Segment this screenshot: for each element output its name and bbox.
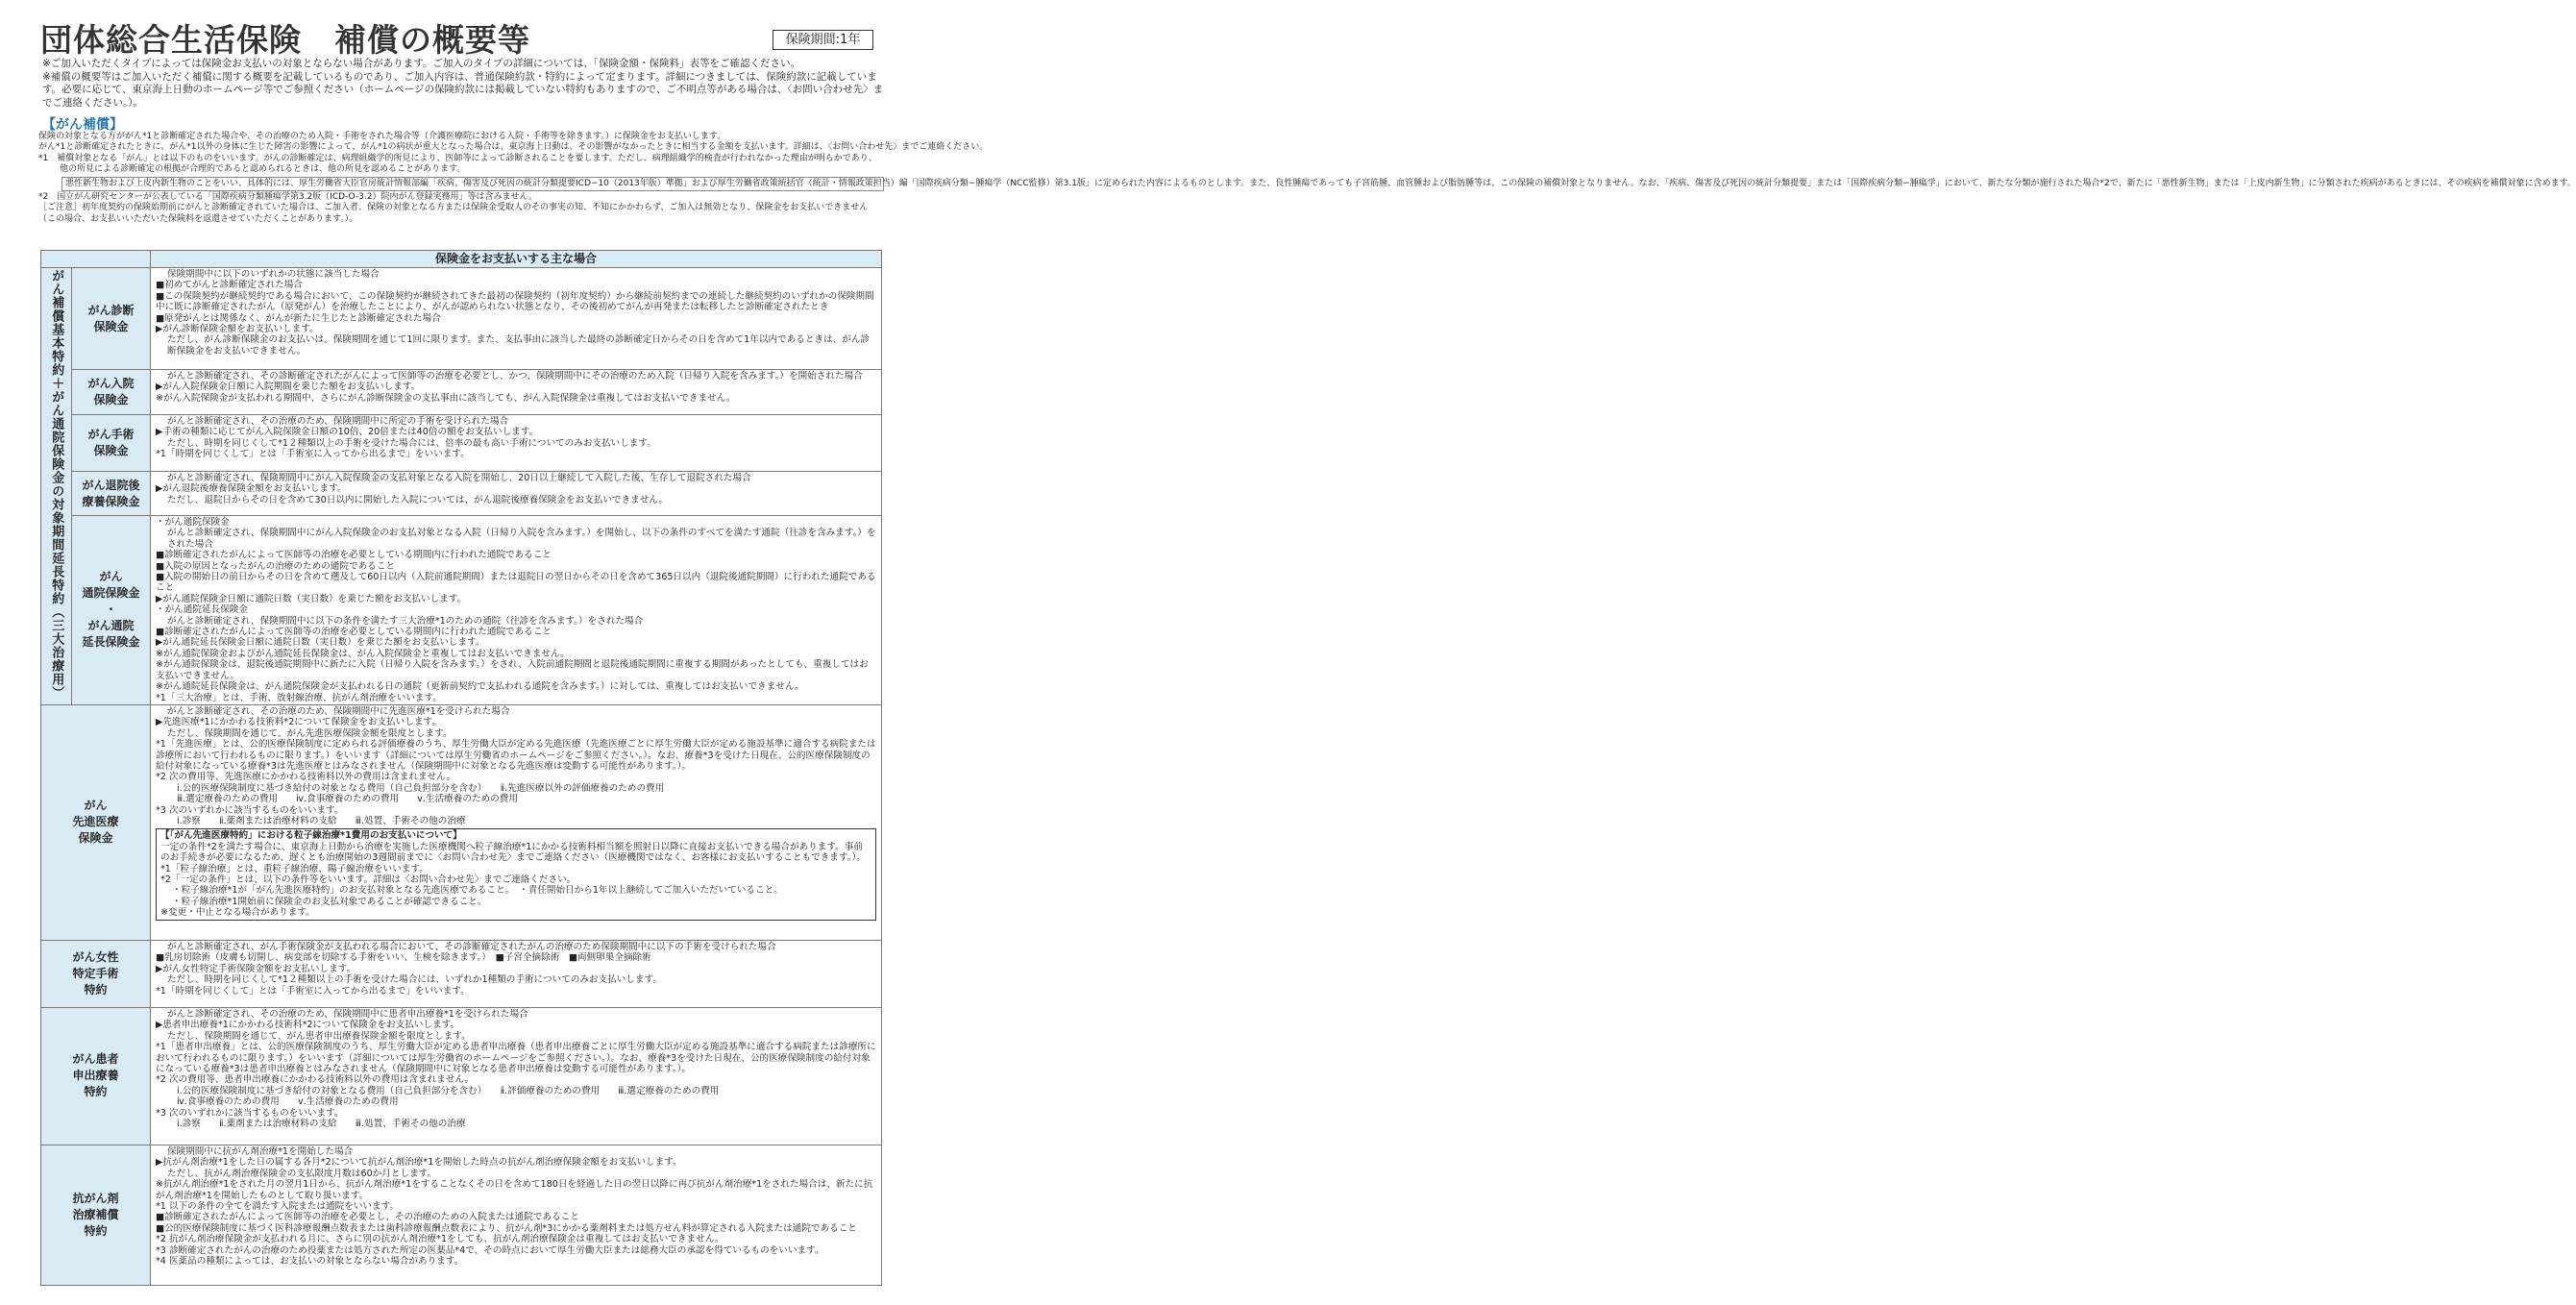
header-blank bbox=[41, 251, 151, 268]
row-name-line: がん退院後 bbox=[82, 478, 140, 492]
content-line: ⅰ.診察 ⅱ.薬剤または治療材料の支給 ⅲ.処置、手術その他の治療 bbox=[177, 1118, 466, 1129]
content-line: ▶先進医療*1にかかわる技術料*2について保険金をお支払いします。 bbox=[156, 717, 441, 728]
table-row bbox=[41, 415, 882, 472]
section-heading: 【がん補償】 bbox=[42, 117, 123, 133]
content-line: ▶手術の種類に応じてがん入院保険金日額の10倍、20倍または40倍の額をお支払いします。 bbox=[156, 427, 539, 438]
row-content bbox=[151, 1145, 882, 1285]
row-content bbox=[151, 704, 882, 940]
row-content bbox=[151, 415, 882, 472]
table-row bbox=[41, 268, 882, 370]
row-content bbox=[151, 940, 882, 1007]
content-line: ※がん通院保険金およびがん通院延長保険金は、がん入院保険金と重複してはお支払いできません。 bbox=[156, 648, 570, 659]
note-line: 保険の対象となる方ががん*1と診断確定された場合や、その治療のため入院・手術をされた場合等（介護医療院における入院・手術等を除きます。）に保険金をお支払いします。 bbox=[38, 132, 726, 141]
content-line: ■診断確定されたがんによって医師等の治療を必要としている期間内に行われた通院であること bbox=[156, 627, 552, 638]
insurance-period-badge: 保険期間:1年 bbox=[773, 30, 873, 50]
content-line: ただし、退院日からその日を含めて30日以内に開始した入院については、がん退院後療養保険金をお支払いできません。 bbox=[167, 494, 669, 505]
row-name-line: 保険金 bbox=[93, 319, 129, 333]
row-name bbox=[72, 415, 151, 472]
content-line: ⅳ.食事療養のための費用 ⅴ.生活療養のための費用 bbox=[177, 1096, 399, 1108]
content-line: ▶抗がん剤治療*1をした日の属する各月*2について抗がん剤治療*1を開始した時点の抗がん剤治療保険金額をお支払いします。 bbox=[156, 1157, 682, 1169]
content-line: ただし、時期を同じくして*1２種類以上の手術を受けた場合には、倍率の最も高い手術についてのみお支払いします。 bbox=[167, 437, 656, 449]
row-name bbox=[41, 1145, 151, 1285]
intro-note: ※補償の概要等はご加入いただく補償に関する概要を記載しているものであり、ご加入内容は、普通保険約款・特約によって定まります。詳細につきましては、保険約款に記載しています。必要に応じて、東京海上日動のホームページ等でご参照ください（ホームページの保険約款には掲載していない特約もありますので、ご不明点等がある場合は、〈お問い合わせ先〉までご連絡ください。）。 bbox=[42, 70, 884, 109]
row-name-line: 抗がん剤 bbox=[72, 1191, 119, 1205]
row-name-line: がん bbox=[99, 570, 123, 584]
content-line: ■原発がんとは関係なく、がんが新たに生じたと診断確定された場合 bbox=[156, 312, 441, 324]
row-name-line: ・ bbox=[105, 603, 117, 617]
row-name-line: 通院保険金 bbox=[82, 586, 140, 601]
row-name-line: がん患者 bbox=[72, 1052, 119, 1067]
row-name-line: がん bbox=[84, 799, 108, 813]
box-line: ・粒子線治療*1開始前に保険金のお支払対象であることが確認できること。 bbox=[172, 896, 487, 907]
content-line: ■入院の開始日の前日からその日を含めて遡及して60日以内（入院前通院期間）または退院日の翌日からその日を含めて365日以内（退院後通院期間）に行われた通院であること bbox=[156, 572, 876, 594]
row-name-line: がん通院 bbox=[87, 619, 135, 633]
row-name bbox=[41, 1007, 151, 1145]
content-line: ただし、保険期間を通じて、がん患者申出療養保険金額を限度とします。 bbox=[167, 1030, 471, 1042]
content-line: ■乳房切除術（皮膚も切開し、病変部を切除する手術をいい、生検を除きます。） ■子宮全摘除術 ■両側卵巣全摘除術 bbox=[156, 952, 651, 964]
content-line: ▶がん女性特定手術保険金額をお支払いします。 bbox=[156, 963, 356, 974]
row-content bbox=[151, 516, 882, 705]
benefit-table bbox=[40, 250, 882, 1286]
content-line: *3 次のいずれかに該当するものをいいます。 bbox=[156, 804, 344, 816]
content-line: ※がん通院延長保険金は、がん通院保険金が支払われる日の通院（更新前契約で支払われる通院を含みます。）に対しては、重複してはお支払いできません。 bbox=[156, 681, 804, 693]
content-line: *4 医薬品の種類によっては、お支払いの対象とならない場合があります。 bbox=[156, 1255, 464, 1267]
content-line: ⅲ.選定療養のための費用 ⅳ.食事療養のための費用 ⅴ.生活療養のための費用 bbox=[177, 794, 518, 805]
content-line: ■診断確定されたがんによって医師等の治療を必要とし、その治療のための入院または通院であること bbox=[156, 1212, 579, 1223]
box-line: ※変更・中止となる場合があります。 bbox=[160, 907, 315, 919]
row-name-line: 特約 bbox=[84, 1085, 108, 1099]
intro-note: ※ご加入いただくタイプによっては保険金お支払いの対象とならない場合があります。ご加入のタイプの詳細については、「保険金額・保険料」表等をご確認ください。 bbox=[42, 58, 800, 69]
content-line: 保険期間中に抗がん剤治療*1を開始した場合 bbox=[167, 1145, 354, 1157]
content-line: ⅰ.公的医療保険制度に基づき給付の対象となる費用（自己負担部分を含む） ⅱ.先進医療以外の評価療養のための費用 bbox=[177, 782, 665, 794]
particle-therapy-box bbox=[156, 828, 876, 920]
box-line: ・粒子線治療*1が「がん先進医療特約」のお支払対象となる先進医療であること。 ・責任開始日から1年以上継続してご加入いただいていること。 bbox=[172, 885, 783, 897]
content-line: ・がん通院延長保険金 bbox=[156, 604, 248, 616]
content-line: *1「時期を同じくして」とは「手術室に入ってから出るまで」をいいます。 bbox=[156, 985, 470, 997]
content-line: ※がん入院保険金が支払われる期間中、さらにがん診断保険金の支払事由に該当しても、がん入院保険金は重複してはお支払いできません。 bbox=[156, 392, 736, 404]
table-row bbox=[41, 1007, 882, 1145]
content-line: ■この保険契約が継続契約である場合において、この保険契約が継続されてきた最初の保険契約（初年度契約）から継続前契約までの連続した継続契約のいずれかの保険期間中に既に診断確定されたがん（原発がん）を治療したことにより、がんが認められない状態となり、その後初めてがんが再発または転移したと診断確定されたとき bbox=[156, 290, 874, 313]
content-line: がんと診断確定され、保険期間中に以下の条件を満たす三大治療*1のための通院（往診を含みます。）をされた場合 bbox=[167, 615, 644, 627]
content-line: ■初めてがんと診断確定された場合 bbox=[156, 280, 303, 291]
row-content bbox=[151, 472, 882, 516]
row-name-line: がん手術 bbox=[87, 428, 135, 441]
note-line: がん*1と診断確定されたときに、がん*1以外の身体に生じた障害の影響によって、がん*1の病状が重大となった場合は、東京海上日動は、その影響がなかったときに相当する金額を支払います。詳細は、〈お問い合わせ先〉までご連絡ください。 bbox=[38, 142, 989, 153]
row-name bbox=[72, 370, 151, 415]
content-line: ▶がん入院保険金日額に入院期間を乗じた額をお支払いします。 bbox=[156, 382, 421, 393]
content-line: がんと診断確定され、がん手術保険金が支払われる場合において、その診断確定されたがんの治療のため保険期間中に以下の手術を受けられた場合 bbox=[167, 941, 776, 952]
cancer-definition-box bbox=[61, 177, 2576, 191]
content-line: がんと診断確定され、その治療のため、保険期間中に患者申出療養*1を受けられた場合 bbox=[167, 1008, 528, 1020]
row-content bbox=[151, 370, 882, 415]
content-line: ただし、抗がん剤治療保険金の支払限度月数は60か月とします。 bbox=[167, 1168, 437, 1179]
content-line: ▶がん通院延長保険金日額に通院日数（実日数）を乗じた額をお支払いします。 bbox=[156, 637, 485, 649]
definition-text: 悪性新生物および上皮内新生物のことをいい、具体的には、厚生労働省大臣官房統計情報部編「疾病、傷害及び死因の統計分類提要ICD−10（2013年版）準拠」および厚生労働省政策統括官（統計・情報政策担当）編「国際疾病分類−腫瘍学（NCC監修）第3.1版」に定められた内容によるものとします。また、良性腫瘍であっても子宮筋腫、血管腫および脂肪腫等は、この保険の補償対象となりません。なお、「疾病、傷害及び死因の統計分類提要」または「国際疾病分類−腫瘍学」において、新たな分類が施行された場合*2で、新たに「悪性新生物」または「上皮内新生物」に分類された疾病があるときには、その疾病を補償対象に含めます。 bbox=[65, 178, 2576, 188]
row-name-line: 特定手術 bbox=[72, 966, 119, 980]
row-name bbox=[72, 268, 151, 370]
row-content bbox=[151, 1007, 882, 1145]
row-name bbox=[72, 516, 151, 705]
content-line: ▶患者申出療養*1にかかわる技術料*2について保険金をお支払いします。 bbox=[156, 1020, 460, 1031]
table-header: 保険金をお支払いする主な場合 bbox=[151, 251, 882, 268]
intro-notes bbox=[42, 58, 884, 110]
table-row bbox=[41, 516, 882, 705]
content-line: ⅰ.公的医療保険制度に基づき給付の対象となる費用（自己負担部分を含む） ⅱ.評価療養のための費用 ⅲ.選定療養のための費用 bbox=[177, 1085, 720, 1096]
content-line: *1「患者申出療養」とは、公的医療保険制度のうち、厚生労働大臣が定める患者申出療養（患者申出療養ごとに厚生労働大臣が定める施設基準に適合する病院または診療所において行われるものに限ります。）をいいます（詳細については厚生労働省のホームページをご参照ください。）。なお、療養*3を受けた日現在、公的医療保険制度の給付対象になっている療養*3は患者申出療養とはみなされません（保険期間中に対象となる患者申出療養は変動する可能性があります。）。 bbox=[156, 1042, 876, 1074]
box-line: 一定の条件*2を満たす場合に、東京海上日動から治療を実施した医療機関へ粒子線治療*1にかかる技術料相当額を照射日以降に直接お支払いできる場合があります。事前のお手続きが必要になるため、遅くとも治療開始の3週間前までに〈お問い合わせ先〉までご連絡ください（医療機関ではなく、お客様にお支払いすることもできます。）。 bbox=[160, 841, 866, 864]
content-line: *1「先進医療」とは、公的医療保険制度に定められる評価療養のうち、厚生労働大臣が定める先進医療（先進医療ごとに厚生労働大臣が定める施設基準に適合する病院または診療所において行われるものに限ります。）をいいます（詳細については厚生労働省のホームページをご参照ください。）。なお、療養*3を受けた日現在、公的医療保険制度の給付対象になっている療養*3は先進医療とはみなされません（保険期間中に対象となる先進医療は変動する可能性があります。）。 bbox=[156, 739, 876, 772]
row-name bbox=[41, 704, 151, 940]
row-name-line: 保険金 bbox=[78, 831, 113, 846]
row-name bbox=[72, 472, 151, 516]
row-name-line: 先進医療 bbox=[72, 815, 119, 829]
row-name-line: 申出療養 bbox=[72, 1069, 119, 1083]
row-name-line: がん入院 bbox=[87, 377, 135, 390]
box-line: *2「一定の条件」とは、以下の条件等をいいます。詳細は〈お問い合わせ先〉までご連絡ください。 bbox=[160, 874, 577, 885]
table-row bbox=[41, 370, 882, 415]
table-row bbox=[41, 704, 882, 940]
content-line: *2 抗がん剤治療保険金が支払われる月に、さらに別の抗がん剤治療*1をしても、抗がん剤治療保険金は重複してはお支払いできません。 bbox=[156, 1234, 724, 1245]
row-name-line: がん診断 bbox=[87, 303, 135, 317]
content-line: ■診断確定されたがんによって医師等の治療を必要としている期間内に行われた通院であること bbox=[156, 550, 552, 561]
content-line: ただし、時期を同じくして*1２種類以上の手術を受けた場合には、いずれか1種類の手術についてのみお支払いします。 bbox=[167, 974, 662, 986]
cancer-notes bbox=[38, 132, 2576, 225]
row-name bbox=[41, 940, 151, 1007]
content-line: *3 次のいずれかに該当するものをいいます。 bbox=[156, 1107, 344, 1119]
row-name-line: 治療補償 bbox=[72, 1207, 119, 1221]
content-line: ⅰ.診察 ⅱ.薬剤または治療材料の支給 ⅲ.処置、手術その他の治療 bbox=[177, 815, 466, 826]
content-line: *2 次の費用等、先進医療にかかわる技術料以外の費用は含まれません。 bbox=[156, 772, 455, 783]
content-line: *1 以下の条件の全てを満たす入院または通院をいいます。 bbox=[156, 1200, 400, 1212]
page-title: 団体総合生活保険 補償の概要等 bbox=[40, 21, 530, 59]
content-line: *1「時期を同じくして」とは「手術室に入ってから出るまで」をいいます。 bbox=[156, 449, 470, 460]
content-line: *1「三大治療」とは、手術、放射線治療、抗がん剤治療をいいます。 bbox=[156, 692, 442, 703]
caution-note: ［ご注意］初年度契約の保険始期前にがんと診断確定されていた場合は、ご加入者、保険の対象となる方または保険金受取人のその事実の知、不知にかかわらず、ご加入は無効となり、保険金をお支払いできません（この場合、お支払いいただいた保険料を返還させていただくことがあります。）。 bbox=[38, 203, 869, 224]
content-line: がんと診断確定され、その治療のため、保険期間中に所定の手術を受けられた場合 bbox=[167, 416, 509, 427]
vertical-label-cell bbox=[41, 268, 72, 705]
content-line: *2 次の費用等、患者申出療養にかかわる技術料以外の費用は含まれません。 bbox=[156, 1074, 475, 1086]
box-line: *1「粒子線治療」とは、重粒子線治療、陽子線治療をいいます。 bbox=[160, 863, 429, 874]
row-name-line: 特約 bbox=[84, 1223, 108, 1238]
row-name-line: 保険金 bbox=[93, 393, 129, 406]
vertical-label: がん補償基本特約＋がん通院保険金の対象期間延長特約（三大治療用） bbox=[49, 269, 64, 701]
content-line: *3 診断確定されたがんの治療のため投薬または処方された所定の医薬品*4で、その時点において厚生労働大臣または総務大臣の承認を得ているものをいいます。 bbox=[156, 1244, 824, 1256]
content-line: 保険期間中に以下のいずれかの状態に該当した場合 bbox=[167, 269, 380, 280]
table-row bbox=[41, 472, 882, 516]
row-name-line: 特約 bbox=[84, 982, 108, 997]
content-line: がんと診断確定され、保険期間中にがん入院保険金のお支払対象となる入院（日帰り入院を含みます。）を開始し、以下の条件のすべてを満たす通院（往診を含みます。）をされた場合 bbox=[167, 528, 876, 550]
row-name-line: 療養保険金 bbox=[82, 494, 140, 508]
content-line: ■公的医療保険制度に基づく医科診療報酬点数表または歯科診療報酬点数表により、抗がん剤*3にかかる薬剤料または処方せん料が算定される入院または通院であること bbox=[156, 1222, 857, 1234]
note-line: *2 国立がん研究センターが公表している「国際疾病分類腫瘍学第3.2版（ICD-O-3.2）院内がん登録実務用」等は含みません。 bbox=[38, 192, 537, 203]
content-line: ▶がん退院後療養保険金額をお支払いします。 bbox=[156, 483, 347, 495]
content-line: ■入院の原因となったがんの治療のための通院であること bbox=[156, 560, 395, 572]
row-name-line: 延長保険金 bbox=[82, 635, 140, 650]
box-title: 【「がん先進医療特約」における粒子線治療*1費用のお支払いについて】 bbox=[160, 830, 462, 842]
row-content bbox=[151, 268, 882, 370]
row-name-line: がん女性 bbox=[72, 949, 119, 964]
content-line: がんと診断確定され、その治療のため、保険期間中に先進医療*1を受けられた場合 bbox=[167, 705, 510, 717]
note-line: *1 補償対象となる「がん」とは以下のものをいいます。がんの診断確定は、病理組織学的所見により、医師等によって診断されることを要します。ただし、病理組織学的検査が行われなかった理由が明らかであり、他の所見による診断確定の根拠が合理的であると認められるときは、他の所見を認めることがあります。 bbox=[38, 153, 877, 175]
content-line: ▶がん通院保険金日額に通院日数（実日数）を乗じた額をお支払いします。 bbox=[156, 593, 467, 604]
table-row bbox=[41, 1145, 882, 1285]
content-line: ※抗がん剤治療*1をされた月の翌月1日から、抗がん剤治療*1をすることなくその日を含めて180日を経過した日の翌日以降に再び抗がん剤治療*1をされた場合は、新たに抗がん剤治療*1を開始したものとして取り扱います。 bbox=[156, 1179, 873, 1201]
content-line: がんと診断確定され、その診断確定されたがんによって医師等の治療を必要とし、かつ、保険期間中にその治療のため入院（日帰り入院を含みます。）を開始された場合 bbox=[167, 371, 863, 382]
content-line: ・がん通院保険金 bbox=[156, 517, 230, 528]
content-line: ただし、がん診断保険金のお支払いは、保険期間を通じて1回に限ります。また、支払事由に該当した最終の診断確定日からその日を含めて1年以内であるときは、がん診断保険金をお支払いできません。 bbox=[167, 334, 870, 357]
content-line: ただし、保険期間を通じて、がん先進医療保険金額を限度とします。 bbox=[167, 727, 453, 739]
content-line: ※がん通院保険金は、退院後通院期間中に新たに入院（日帰り入院を含みます。）をされ、入院前通院期間と退院後通院期間に重複する期間があったとしても、重複してはお支払いできません。 bbox=[156, 659, 869, 681]
content-line: ▶がん診断保険金額をお支払いします。 bbox=[156, 324, 319, 335]
table-row bbox=[41, 940, 882, 1007]
content-line: がんと診断確定され、保険期間中にがん入院保険金の支払対象となる入院を開始し、20日以上継続して入院した後、生存して退院された場合 bbox=[167, 473, 751, 483]
row-name-line: 保険金 bbox=[93, 444, 129, 457]
